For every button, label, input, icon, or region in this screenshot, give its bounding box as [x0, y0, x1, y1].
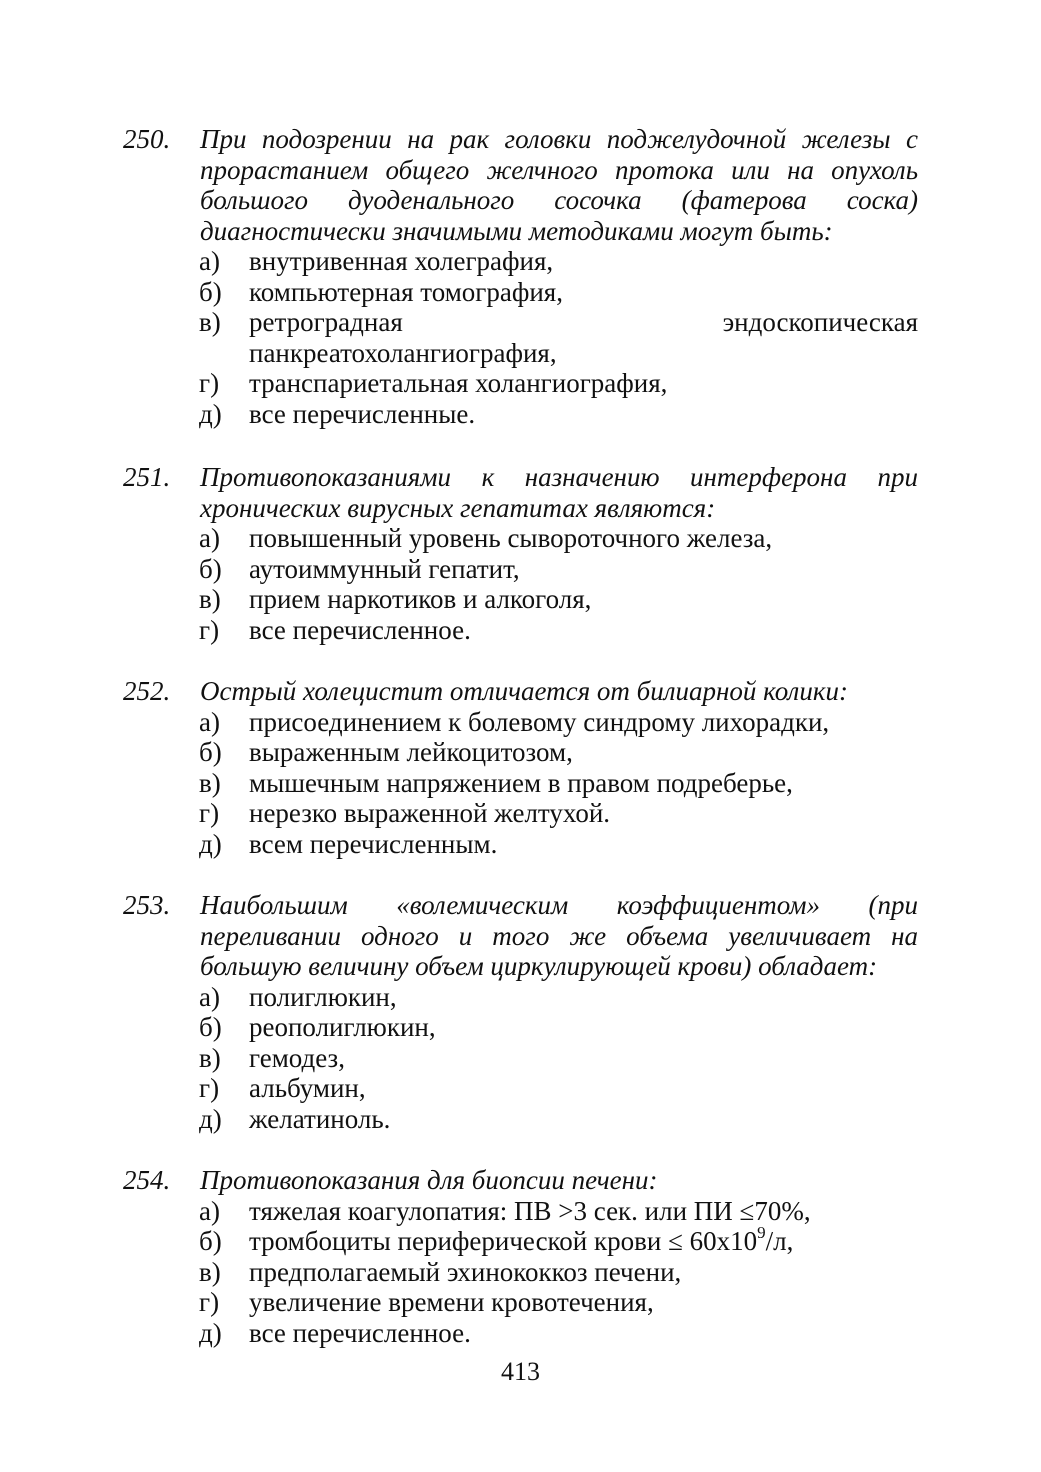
question-text: Противопоказаниями к назначению интерферона при хронических вирусных гепатитах являются:: [200, 462, 918, 523]
option-text: транспариетальная холангиография,: [249, 368, 668, 398]
page-number: 413: [501, 1357, 540, 1386]
option-text: все перечисленные.: [249, 398, 476, 429]
option-letter: в): [199, 1042, 221, 1073]
answer-option: [123, 707, 918, 738]
answer-option: [123, 1104, 918, 1135]
option-text: прием наркотиков и алкоголя,: [249, 584, 592, 614]
option-letter: в): [199, 584, 221, 614]
option-letter: г): [199, 1287, 220, 1317]
question-number: 250.: [123, 124, 171, 154]
option-letter: г): [199, 368, 220, 398]
answer-option: [123, 246, 918, 277]
option-text: всем перечисленным.: [249, 828, 498, 859]
option-letter: б): [199, 1012, 222, 1042]
answer-option: [123, 737, 918, 768]
option-text: внутривенная холеграфия,: [249, 246, 554, 276]
option-letter: б): [199, 1226, 222, 1256]
answer-option: [123, 1073, 918, 1104]
question-number: 253.: [123, 890, 171, 920]
question-251: [123, 462, 918, 645]
option-letter: а): [199, 246, 220, 276]
option-text: нерезко выраженной желтухой.: [249, 798, 611, 828]
answer-option: [123, 1196, 918, 1227]
question-text: При подозрении на рак головки поджелудочной железы с прорастанием общего желчного протока или на опухоль большого дуоденального сосочка (фатерова соска) диагностически значимыми методиками могут быть:: [200, 124, 918, 246]
option-text: увеличение времени кровотечения,: [249, 1287, 654, 1317]
option-text: выраженным лейкоцитозом,: [249, 737, 573, 767]
option-letter: а): [199, 981, 220, 1012]
answer-option: [123, 368, 918, 399]
option-letter: в): [199, 767, 221, 798]
answer-option: [123, 554, 918, 585]
option-text: желатиноль.: [249, 1103, 391, 1134]
option-text: повышенный уровень сывороточного железа,: [249, 523, 773, 553]
answer-option: [123, 277, 918, 308]
answer-option: [123, 829, 918, 860]
option-text-unit: /л,: [765, 1226, 794, 1256]
option-text: присоединением к болевому синдрому лихорадки,: [249, 706, 830, 737]
option-letter: в): [199, 307, 221, 337]
answer-option: [123, 798, 918, 829]
answer-option: [123, 768, 918, 799]
option-text: все перечисленное.: [249, 614, 471, 645]
option-letter: г): [199, 798, 220, 828]
option-text: полиглюкин,: [249, 981, 397, 1012]
question-stem: [123, 124, 918, 246]
option-text: тромбоциты периферической крови ≤ 60x10: [249, 1226, 758, 1256]
option-letter: б): [199, 553, 222, 584]
question-number: 252.: [123, 676, 171, 706]
question-number: 251.: [123, 462, 171, 492]
answer-option: [123, 1287, 918, 1318]
question-254: [123, 1165, 918, 1348]
option-text: ретроградная эндоскопическая панкреатохолангиография,: [249, 307, 918, 368]
option-text: гемодез,: [249, 1042, 345, 1073]
exponent: 9: [757, 1223, 766, 1242]
answer-option: [123, 584, 918, 615]
question-text: Противопоказания для биопсии печени:: [200, 1165, 658, 1195]
option-text: реополиглюкин,: [249, 1012, 436, 1042]
option-letter: а): [199, 1195, 220, 1226]
option-text: мышечным напряжением в правом подреберье,: [249, 767, 793, 798]
option-letter: д): [199, 1317, 222, 1348]
answer-option: [123, 523, 918, 554]
question-252: [123, 676, 918, 859]
option-letter: а): [199, 706, 220, 737]
question-stem: [123, 462, 918, 523]
question-stem: [123, 676, 918, 707]
option-text: все перечисленное.: [249, 1317, 471, 1348]
option-text: аутоиммунный гепатит,: [249, 553, 520, 584]
option-letter: б): [199, 276, 222, 307]
answer-option: [123, 1318, 918, 1349]
option-letter: д): [199, 398, 222, 429]
question-250: [123, 124, 918, 429]
option-letter: д): [199, 828, 222, 859]
option-letter: г): [199, 1073, 220, 1103]
answer-options: [123, 246, 918, 429]
answer-option: [123, 1012, 918, 1043]
option-letter: а): [199, 523, 220, 553]
answer-option: [123, 982, 918, 1013]
question-stem: [123, 1165, 918, 1196]
option-letter: б): [199, 737, 222, 767]
question-text: Наибольшим «волемическим коэффициентом» (при переливании одного и того же объема увеличивает на большую величину объем циркулирующей крови) обладает:: [200, 890, 918, 981]
answer-option: [123, 615, 918, 646]
answer-options: [123, 707, 918, 860]
question-text: Острый холецистит отличается от билиарной колики:: [200, 676, 848, 706]
answer-option: [123, 307, 918, 368]
option-text: предполагаемый эхинококкоз печени,: [249, 1256, 682, 1287]
question-stem: [123, 890, 918, 982]
answer-option: [123, 399, 918, 430]
option-letter: г): [199, 614, 220, 645]
option-letter: в): [199, 1256, 221, 1287]
option-letter: д): [199, 1103, 222, 1134]
answer-option: [123, 1043, 918, 1074]
answer-options: [123, 982, 918, 1135]
answer-options: [123, 1196, 918, 1349]
answer-options: [123, 523, 918, 645]
option-text: альбумин,: [249, 1073, 366, 1103]
question-number: 254.: [123, 1165, 171, 1195]
question-253: [123, 890, 918, 1134]
option-text: тяжелая коагулопатия: ПВ >3 сек. или ПИ ≤70%,: [249, 1195, 811, 1226]
option-text: компьютерная томография,: [249, 276, 563, 307]
answer-option: [123, 1257, 918, 1288]
answer-option: [123, 1223, 918, 1257]
